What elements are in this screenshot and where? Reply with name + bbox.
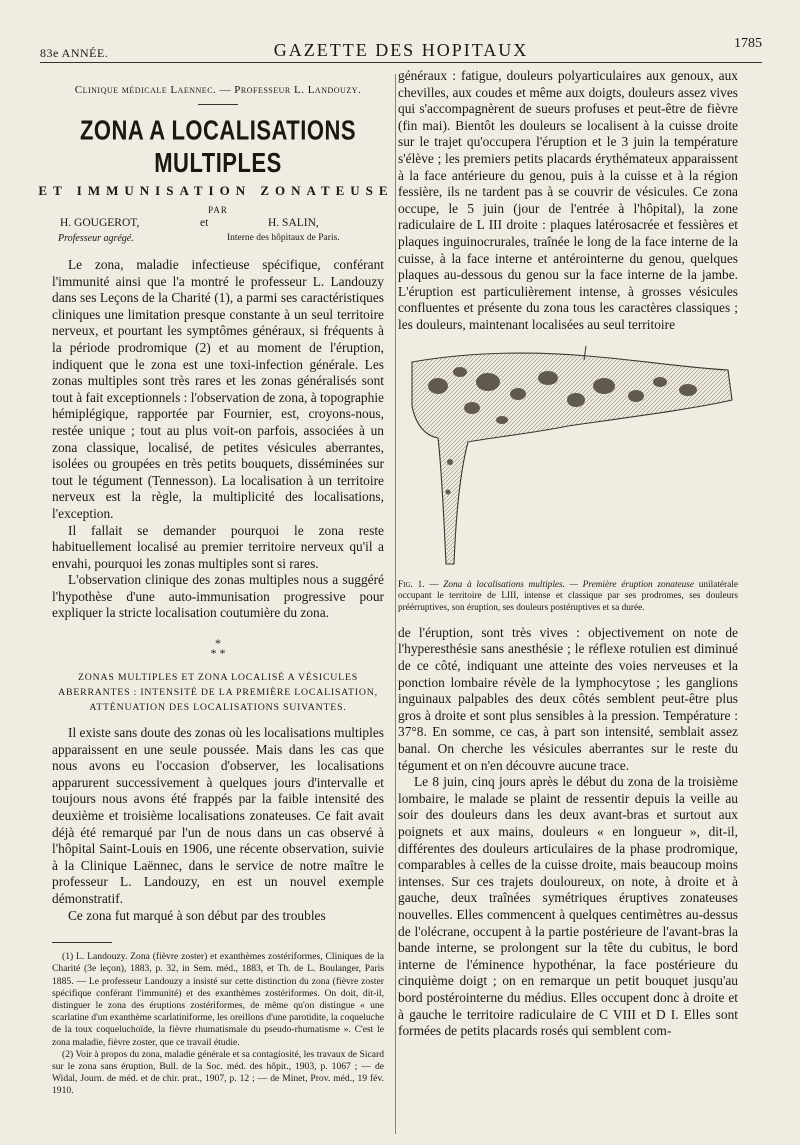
right-column <box>398 68 738 1040</box>
paragraph: généraux : fatigue, douleurs polyarticulaires aux genoux, aux chevilles, aux coudes et même aux doigts, douleurs assez vives qui s'accompagnèrent de sueurs profuses et peut-être de fièvre (fin mai). Bientôt les douleurs se localisent à la cuisse droite sur le trajet qu'occupera l'éruption et le 3 juin la température s'élève ; les premiers petits placards érythémateux apparaissent à la face antérieure du genou, puis à la cuisse et à la région fessière, ils ne tardent pas à se couvrir de vésicules. Ce zona occupe, le 5 juin (jour de l'entrée à l'hôpital), la zone radiculaire de L III droite : plaques latérosacrée et fessières et plaques inguinocrurales, traînée le long de la face interne de la cuisse, à la face interne et antérointerne du genou, quelques plaques au-dessous du genou sur la face interne de la jambe. L'éruption est particulièrement intense, à grosses vésicules confluentes et présente du zona tous les caractères classiques ; les douleurs, maintenant localisées au seul territoire <box>398 68 738 332</box>
clinic-line: Clinique médicale Laennec. — Professeur L. Landouzy. <box>74 84 362 96</box>
figure-caption-title: Zona à localisations multiples. — Première éruption zonateuse <box>443 579 695 590</box>
author-joiner: et <box>200 217 209 229</box>
section-heading: ZONAS MULTIPLES ET ZONA LOCALISÉ A VÉSICULES ABERRANTES : INTENSITÉ DE LA PREMIÈRE LOCALISATION, ATTÉNUATION DES LOCALISATIONS SUIVANTES. <box>58 672 378 714</box>
figure-label: Fig. 1. — <box>398 579 439 590</box>
left-column <box>38 84 394 1098</box>
section-asterism: * * * <box>210 636 226 661</box>
case-text <box>398 625 738 1040</box>
page-header <box>40 36 762 66</box>
authors-block <box>52 217 384 251</box>
header-rule <box>40 62 762 63</box>
figure-leg-illustration <box>398 342 738 574</box>
paragraph: Il fallait se demander pourquoi le zona reste habituellement localisé au premier territoire nerveux qu'il a envahi, pourquoi les zonas multiples sont si rares. <box>52 522 384 571</box>
short-rule <box>198 104 238 105</box>
continued-text <box>398 68 738 334</box>
article-title: ZONA A LOCALISATIONS MULTIPLES <box>79 114 357 179</box>
footnote: (2) Voir à propos du zona, maladie générale et sa contagiosité, les travaux de Sicard sur le zona sans éruption, Bull. de la Soc. méd. des hôpit., 1903, p. 1067 ; — de Widal, Journ. de méd. et de chir. prat., 1907, p. 12 ; — de Minet, Prov. méd., 19 fév. 1910. <box>52 1048 384 1097</box>
page-number: 1785 <box>734 36 762 51</box>
article-subtitle: ET IMMUNISATION ZONATEUSE <box>38 183 394 198</box>
intro-text <box>52 257 384 622</box>
leg-eruption-drawing <box>398 342 738 574</box>
footnote: (1) L. Landouzy. Zona (fièvre zoster) et exanthèmes zostériformes, Cliniques de la Charité (3e leçon), 1883, p. 32, in Sem. méd., 1883, et Th. de L. Boulanger, Paris 1885. — Le professeur Landouzy a insisté sur cette distinction du zona (fièvre zoster spécifique conférant l'immunité) et des exanthèmes zostériformes. On doit, dit-il, distinguer le zona des éruptions zostériformes, de même qu'on distingue « une scarlatine d'un exanthème scarlatiniforme, les oreillons d'une parotidite, la coqueluche de la toux coqueluchoïde, la fièvre rhumatismale du pseudo-rhumatisme ». C'est le zona maladie, fièvre zoster, que ce travail étudie. <box>52 951 384 1048</box>
figure-caption-text: unilatérale occupant le territoire de LIII, intense et classique par ses prodromes, ses douleurs préérruptives, son éruption, ses douleurs postéruptives et sa durée. <box>398 579 738 614</box>
paragraph: L'observation clinique des zonas multiples nous a suggéré l'hypothèse d'une auto-immunisation progressive pour expliquer la stricte localisation coutumière du zona. <box>52 572 384 621</box>
author-salin: H. SALIN, <box>268 217 319 229</box>
column-divider <box>395 74 396 1134</box>
journal-title: GAZETTE DES HOPITAUX <box>273 40 529 60</box>
paragraph: de l'éruption, sont très vives : objectivement on note de l'hyperesthésie sans anesthésie ; le réflexe rotulien est diminué de ce côté, indiquant une atteinte des voies nerveuses et la ponction lombaire révèle de la lymphocytose ; les ganglions inguinaux palpables des deux côtés semblent peut-être plus gros à droite et sont plus sensibles à la pression. Température : 37°8. En somme, ce cas, à part son intensité, semblait assez banal. On cherche les vésicules aberrantes sur le reste du tégument et on n'en découvre aucune trace. <box>398 624 738 773</box>
figure-caption <box>398 580 738 615</box>
paragraph: Le zona, maladie infectieuse spécifique, conférant l'immunité ainsi que l'a montré le professeur L. Landouzy dans ses Leçons de la Charité (1), a parmi ses caractéristiques cliniques une limitation presque constante à un seul territoire nerveux, et pourtant les symptômes généraux, si fréquents à la période prodromique (2) et au moment de l'éruption, indiquent que le zona est une toxi-infection générale. Les zonas multiples sont très rares et les zonas généralisés sont tout à fait exceptionnels : l'observation de zona, à topographie hémiplégique, rapportée par Fournier, est, croyons-nous, restée unique ; tout au plus voit-on parfois, associées à un zona classique, localisé, de petites vésicules aberrantes, isolées ou groupées en très petits bouquets, disséminées sur tout le tégument (Tennesson). La localisation à un territoire nerveux est la règle, la multiplicité des localisations, l'exception. <box>52 257 384 521</box>
footnote-rule <box>52 942 112 943</box>
footnotes <box>52 951 384 1097</box>
paragraph: Le 8 juin, cinq jours après le début du zona de la troisième lombaire, le malade se plaint de ressentir depuis la veille au soir des douleurs dans les deux avant-bras et surtout aux poignets et aux mains, douleurs « en longueur », dit-il, différentes des douleurs articulaires de la phase prodromique, comparables à celles de la cuisse droite, mais beaucoup moins intenses. Sur ces trajets douloureux, on note, à droite et à gauche, deux traînées symétriques éruptives zonateuses nouvelles. Elles commencent à quelques centimètres au-dessus de l'olécrane, occupent à la partie postérieure de l'avant-bras la bande interne, se prolongent sur la tête du cubitus, le bord interne de l'éminence hypothénar, la face postérieure du cinquième doigt ; on en remarque un petit bouquet jusqu'au bord postérointerne du médius. Elles occupent donc à droite et à gauche le territoire radiculaire de C VIII et D I. Elles sont formées de petits placards rosés qui semblent com- <box>398 774 738 1039</box>
section-text <box>52 725 384 924</box>
by-label: PAR <box>208 205 228 215</box>
paragraph: Il existe sans doute des zonas où les localisations multiples apparaissent en une seule poussée. Mais dans les cas que nous avons eu l'occasion d'observer, les localisations apparurent successivement à quelques jours d'intervalle et toujours nous avons été frappés par la faible intensité des deuxième et troisième localisations zonateuses. Ce fait avait déjà été remarqué par l'un de nous dans un cas observé à l'hôpital Saint-Louis en 1906, une récente observation, suivie à la Clinique Laënnec, dans le service de notre maître le professeur L. Landouzy, en est un nouvel exemple démonstratif. <box>52 725 384 906</box>
author-gougerot-role: Professeur agrégé. <box>58 233 134 244</box>
year-label: 83e ANNÉE. <box>40 46 109 60</box>
author-salin-role: Interne des hôpitaux de Paris. <box>227 233 340 243</box>
paragraph: Ce zona fut marqué à son début par des troubles <box>68 907 326 923</box>
author-gougerot: H. GOUGEROT, <box>60 217 140 229</box>
